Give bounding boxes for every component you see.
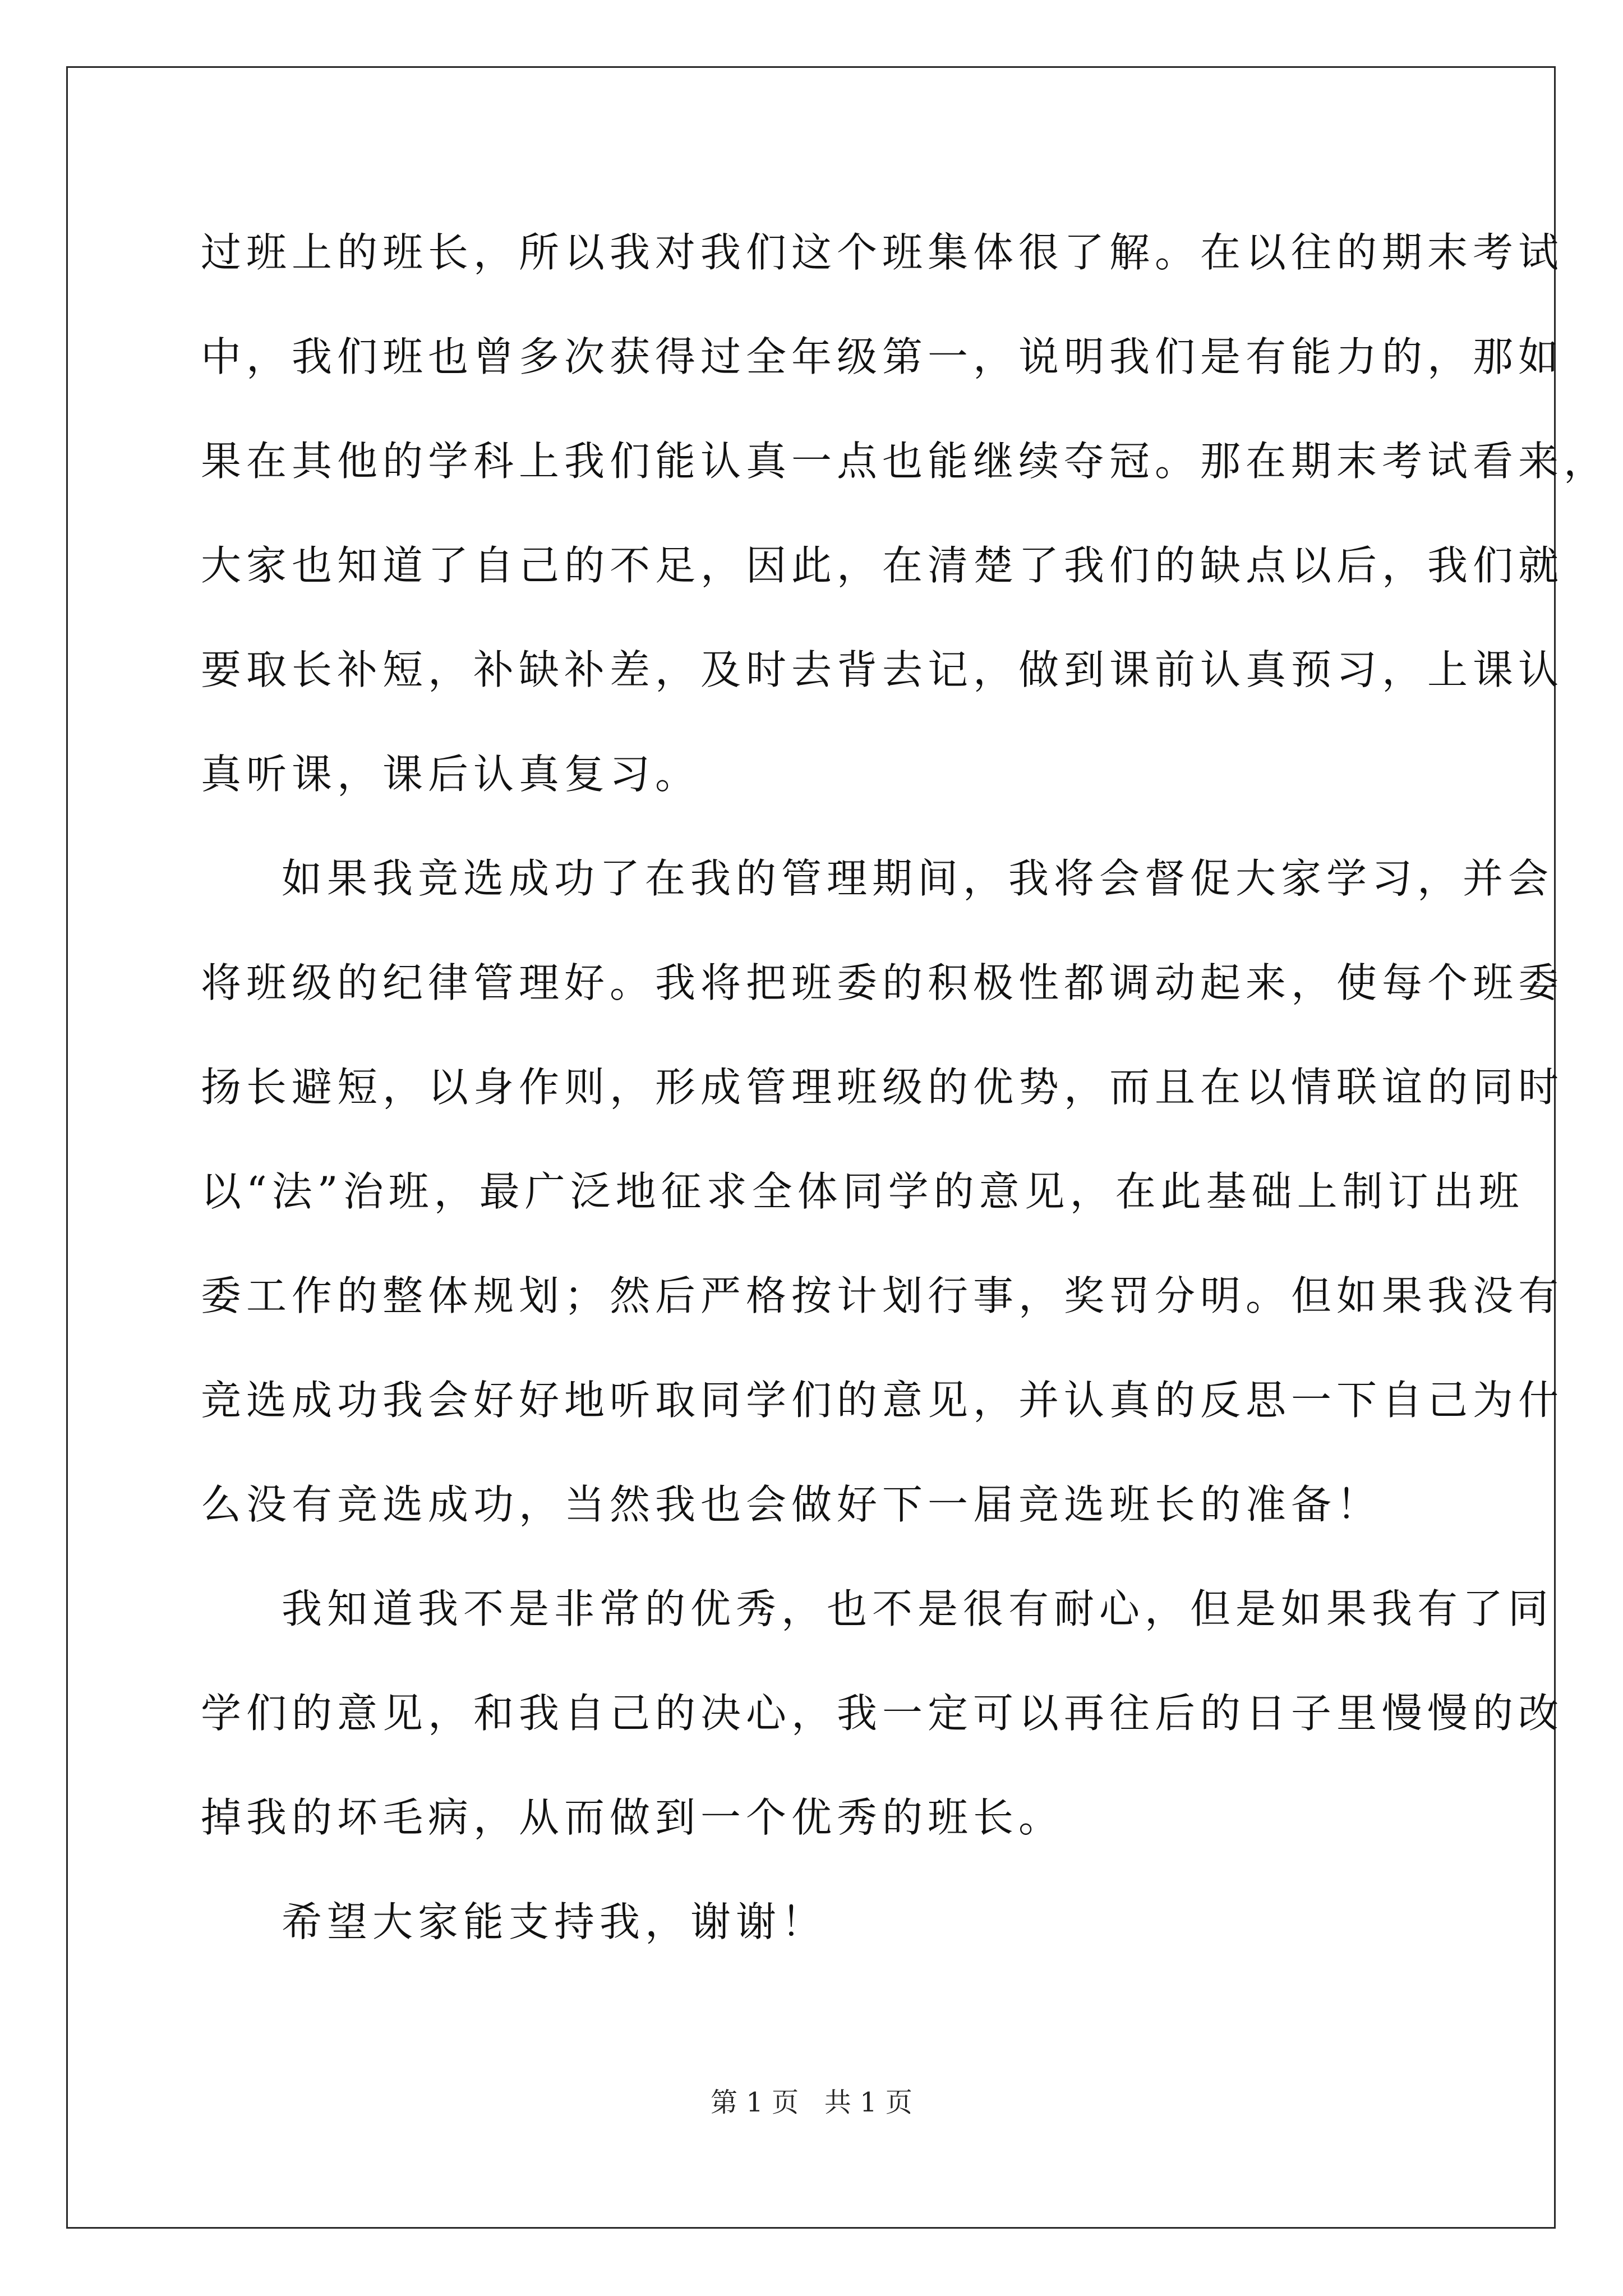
text-line: 过班上的班长，所以我对我们这个班集体很了解。在以往的期末考试 <box>201 229 1564 276</box>
text-line: 扬长避短，以身作则，形成管理班级的优势，而且在以情联谊的同时 <box>201 1064 1564 1111</box>
text-line: 以“法”治班，最广泛地征求全体同学的意见，在此基础上制订出班 <box>201 1168 1524 1215</box>
page-footer: 第 1 页 共 1 页 <box>711 2087 912 2118</box>
document-body <box>201 212 1610 1986</box>
text-line: 委工作的整体规划；然后严格按计划行事，奖罚分明。但如果我没有 <box>201 1272 1564 1319</box>
paragraph-start-line: 如果我竞选成功了在我的管理期间，我将会督促大家学习，并会 <box>282 855 1554 902</box>
closing-line: 希望大家能支持我，谢谢！ <box>282 1898 827 1945</box>
text-line: 真听课，课后认真复习。 <box>201 751 701 798</box>
text-line: 掉我的坏毛病，从而做到一个优秀的班长。 <box>201 1794 1064 1841</box>
text-line: 么没有竞选成功，当然我也会做好下一届竞选班长的准备！ <box>201 1481 1382 1528</box>
text-line: 大家也知道了自己的不足，因此，在清楚了我们的缺点以后，我们就 <box>201 542 1564 589</box>
text-line: 将班级的纪律管理好。我将把班委的积极性都调动起来，使每个班委 <box>201 959 1564 1006</box>
text-line: 中，我们班也曾多次获得过全年级第一，说明我们是有能力的，那如 <box>201 333 1564 380</box>
text-line: 果在其他的学科上我们能认真一点也能继续夺冠。那在期末考试看来， <box>201 438 1610 485</box>
text-line: 竞选成功我会好好地听取同学们的意见，并认真的反思一下自己为什 <box>201 1377 1564 1424</box>
paragraph-start-line: 我知道我不是非常的优秀，也不是很有耐心，但是如果我有了同 <box>282 1585 1554 1632</box>
text-line: 学们的意见，和我自己的决心，我一定可以再往后的日子里慢慢的改 <box>201 1690 1564 1737</box>
text-line: 要取长补短，补缺补差，及时去背去记，做到课前认真预习，上课认 <box>201 646 1564 693</box>
